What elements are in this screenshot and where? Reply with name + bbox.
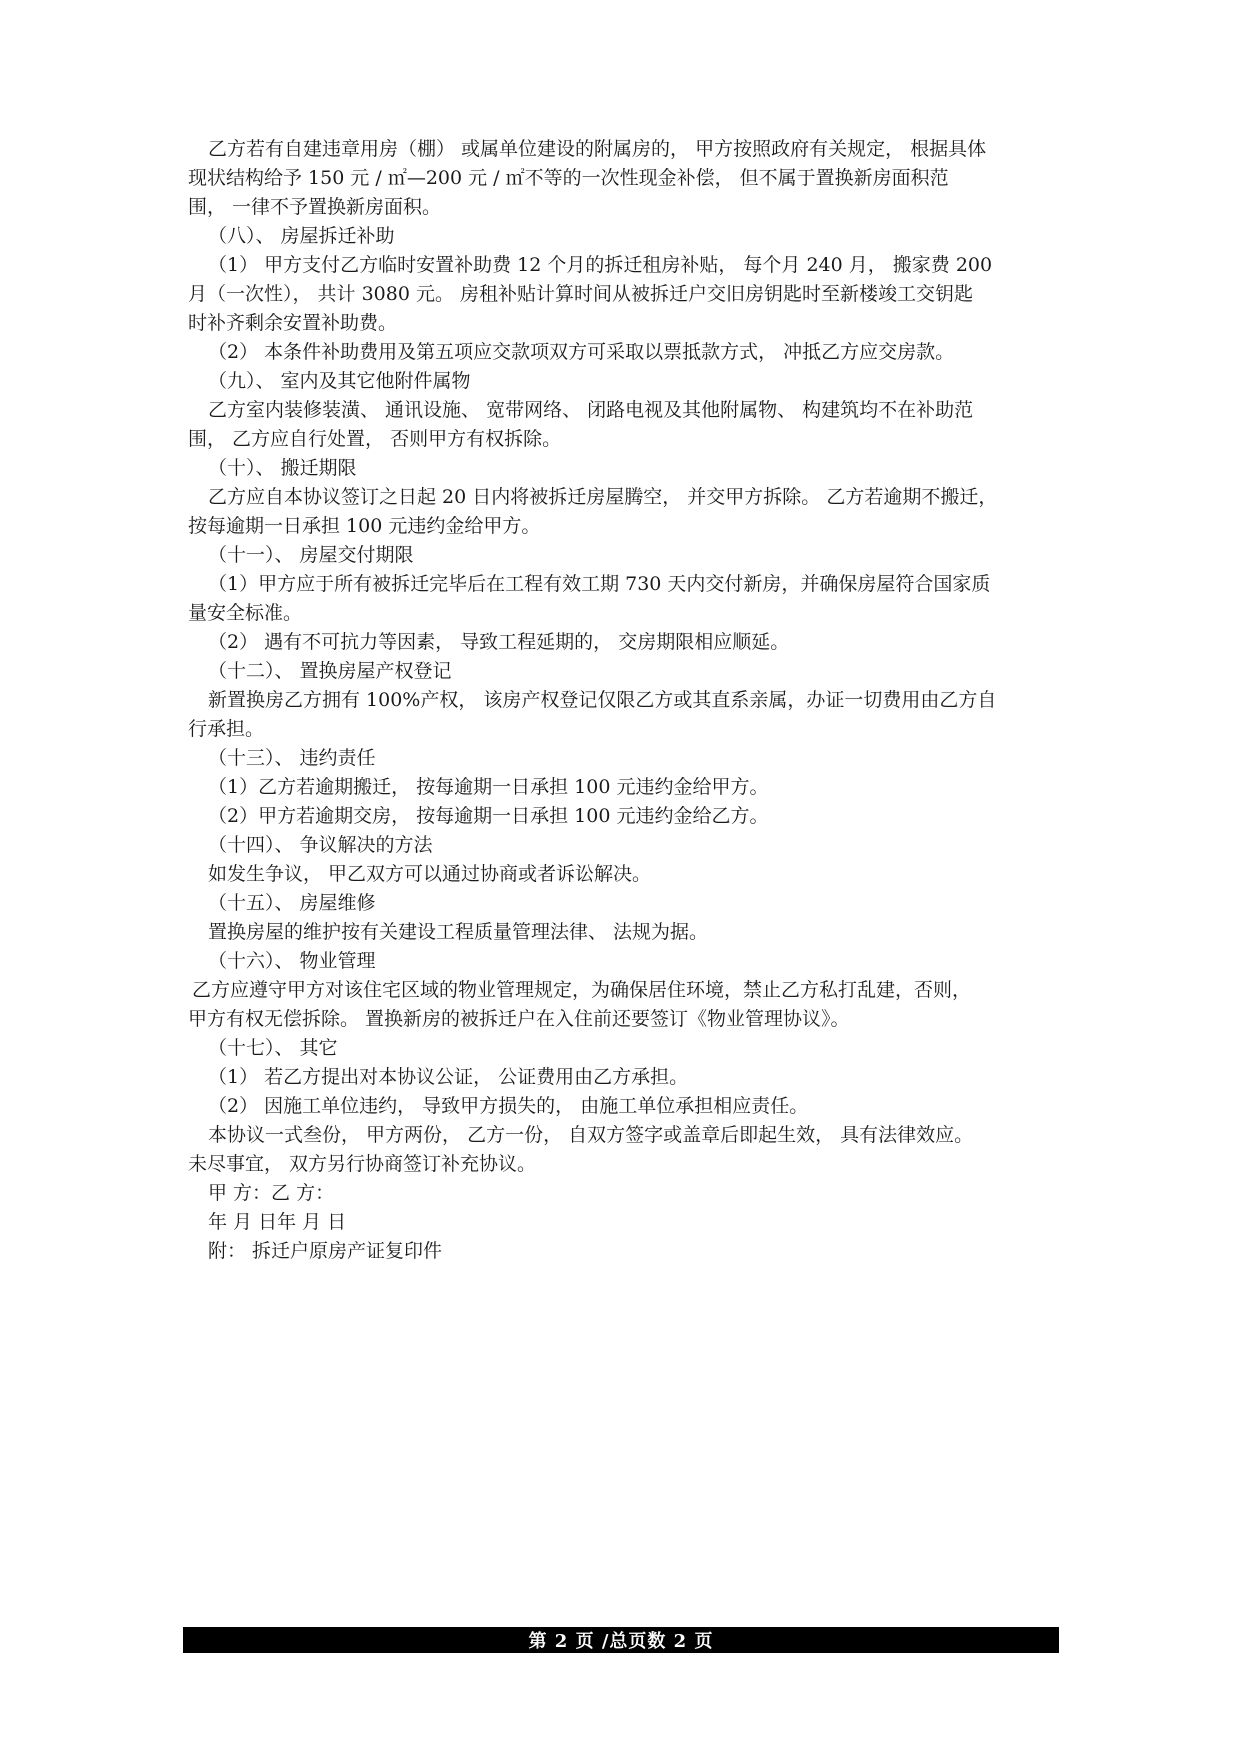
- text-line: 甲方有权无偿拆除。 置换新房的被拆迁户在入住前还要签订《物业管理协议》。: [188, 1008, 850, 1030]
- text-line: 围， 乙方应自行处置， 否则甲方有权拆除。: [188, 428, 562, 450]
- text-line: 本协议一式叁份， 甲方两份， 乙方一份， 自双方签字或盖章后即起生效， 具有法律效应。: [208, 1124, 974, 1146]
- section-heading: （十六）、 物业管理: [208, 950, 376, 972]
- section-heading: （十三）、 违约责任: [208, 747, 376, 769]
- section-heading: （十二）、 置换房屋产权登记: [208, 660, 452, 682]
- section-heading: （八）、 房屋拆迁补助: [208, 225, 395, 247]
- text-line: 置换房屋的维护按有关建设工程质量管理法律、 法规为据。: [208, 921, 709, 943]
- text-line: 行承担。: [188, 718, 265, 740]
- text-line: 乙方若有自建违章用房（棚） 或属单位建设的附属房的， 甲方按照政府有关规定， 根据具体: [208, 138, 987, 160]
- section-heading: （九）、 室内及其它他附件属物: [208, 370, 471, 392]
- text-line: 月（一次性）， 共计 3080 元。 房租补贴计算时间从被拆迁户交旧房钥匙时至新楼竣工交钥匙: [188, 283, 974, 305]
- text-line: （1） 甲方支付乙方临时安置补助费 12 个月的拆迁租房补贴， 每个月 240 月， 搬家费 200: [208, 254, 993, 276]
- signature-parties: 甲 方：乙 方：: [208, 1182, 335, 1204]
- text-line: （2） 本条件补助费用及第五项应交款项双方可采取以票抵款方式， 冲抵乙方应交房款。: [208, 341, 955, 363]
- attachment-note: 附： 拆迁户原房产证复印件: [208, 1240, 443, 1262]
- text-line: 乙方应自本协议签订之日起 20 日内将被拆迁房屋腾空， 并交甲方拆除。 乙方若逾期不搬迁，: [208, 486, 998, 508]
- text-line: （2） 遇有不可抗力等因素， 导致工程延期的， 交房期限相应顺延。: [208, 631, 790, 653]
- text-line: （1）甲方应于所有被拆迁完毕后在工程有效工期 730 天内交付新房，并确保房屋符合国家质: [208, 573, 991, 595]
- text-line: （2） 因施工单位违约， 导致甲方损失的， 由施工单位承担相应责任。: [208, 1095, 809, 1117]
- section-heading: （十一）、 房屋交付期限: [208, 544, 414, 566]
- text-line: 新置换房乙方拥有 100%产权， 该房产权登记仅限乙方或其直系亲属，办证一切费用由乙方自: [208, 689, 997, 711]
- text-line: 时补齐剩余安置补助费。: [188, 312, 398, 334]
- text-line: 量安全标准。: [188, 602, 303, 624]
- section-heading: （十五）、 房屋维修: [208, 892, 376, 914]
- section-heading: （十）、 搬迁期限: [208, 457, 357, 479]
- signature-dates: 年 月 日年 月 日: [208, 1211, 347, 1233]
- text-line: （1）乙方若逾期搬迁， 按每逾期一日承担 100 元违约金给甲方。: [208, 776, 769, 798]
- text-line: 乙方应遵守甲方对该住宅区域的物业管理规定，为确保居住环境，禁止乙方私打乱建，否则，: [192, 979, 972, 1001]
- text-line: 未尽事宜， 双方另行协商签订补充协议。: [188, 1153, 537, 1175]
- text-line: 按每逾期一日承担 100 元违约金给甲方。: [188, 515, 541, 537]
- page-footer: [183, 1627, 1059, 1653]
- text-line: （2）甲方若逾期交房， 按每逾期一日承担 100 元违约金给乙方。: [208, 805, 769, 827]
- section-heading: （十七）、 其它: [208, 1037, 338, 1059]
- text-line: 如发生争议， 甲乙双方可以通过协商或者诉讼解决。: [208, 863, 652, 885]
- text-line: 围， 一律不予置换新房面积。: [188, 196, 442, 218]
- section-heading: （十四）、 争议解决的方法: [208, 834, 433, 856]
- page-number-label: 第 2 页 /总页数 2 页: [528, 1631, 714, 1652]
- text-line: 现状结构给予 150 元 / ㎡—200 元 / ㎡不等的一次性现金补偿， 但不属于置换新房面积范: [188, 167, 949, 189]
- text-line: 乙方室内装修装潢、 通讯设施、 宽带网络、 闭路电视及其他附属物、 构建筑均不在补助范: [208, 399, 974, 421]
- text-line: （1） 若乙方提出对本协议公证， 公证费用由乙方承担。: [208, 1066, 689, 1088]
